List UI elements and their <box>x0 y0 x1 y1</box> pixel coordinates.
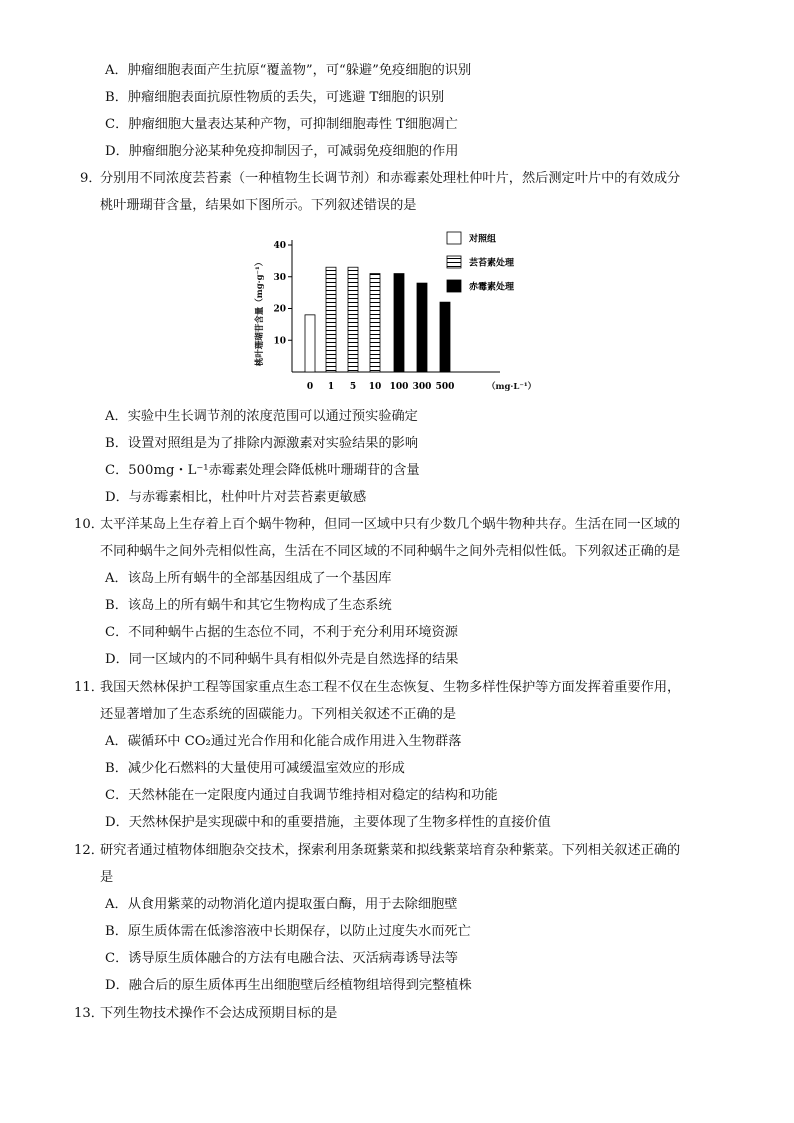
chart-x-tick-label: 1 <box>327 382 335 392</box>
legend-brassinolide-swatch <box>447 256 461 268</box>
q9-stem-line-2: 桃叶珊瑚苷含量，结果如下图所示。下列叙述错误的是 <box>100 198 417 213</box>
q9-number: 9． <box>80 171 102 186</box>
chart-y-ticks <box>273 241 292 346</box>
chart-x-labels <box>307 382 455 392</box>
chart-bar-500 <box>440 302 450 372</box>
q9-option-b: B．设置对照组是为了排除内源激素对实验结果的影响 <box>105 436 419 451</box>
chart-bar-300 <box>417 283 427 372</box>
chart-bar-0 <box>305 315 315 372</box>
q9-option-d: D．与赤霉素相比，杜仲叶片对芸苔素更敏感 <box>105 490 367 505</box>
chart-x-tick-label: 5 <box>349 382 357 392</box>
q8-option-a: A．肿瘤细胞表面产生抗原“覆盖物”，可“躲避”免疫细胞的识别 <box>105 63 472 78</box>
q12-stem-line-1: 研究者通过植物体细胞杂交技术，探索利用条斑紫菜和拟线紫菜培育杂种紫菜。下列相关叙述正确的 <box>100 843 681 858</box>
chart-x-unit-label: （mg·L⁻¹） <box>487 382 537 392</box>
chart-bars <box>305 267 450 372</box>
q8-option-c: C．肿瘤细胞大量表达某种产物，可抑制细胞毒性 T细胞凋亡 <box>105 117 458 132</box>
q8-option-d: D．肿瘤细胞分泌某种免疫抑制因子，可减弱免疫细胞的作用 <box>105 144 459 159</box>
q12-option-b: B．原生质体需在低渗溶液中长期保存，以防止过度失水而死亡 <box>105 924 471 939</box>
chart-x-tick-label: 100 <box>389 382 409 392</box>
q11-number: 11． <box>74 680 104 695</box>
q11-option-b: B．减少化石燃料的大量使用可减缓温室效应的形成 <box>105 761 405 776</box>
q9-option-a: A．实验中生长调节剂的浓度范围可以通过预实验确定 <box>105 409 418 424</box>
chart-y-tick-label: 30 <box>273 272 286 283</box>
q10-option-c: C．不同种蜗牛占据的生态位不同，不利于充分利用环境资源 <box>105 625 458 640</box>
q10-stem-line-2: 不同种蜗牛之间外壳相似性高，生活在不同区域的不同种蜗牛之间外壳相似性低。下列叙述正确的是 <box>100 544 681 559</box>
chart-bar-1 <box>326 267 336 372</box>
chart-legend <box>447 232 515 293</box>
q13-number: 13． <box>74 1006 104 1021</box>
q12-option-c: C．诱导原生质体融合的方法有电融合法、灭活病毒诱导法等 <box>105 951 458 966</box>
q9-stem-line-1: 分别用不同浓度芸苔素（一种植物生长调节剂）和赤霉素处理杜仲叶片，然后测定叶片中的有效成分 <box>100 171 681 186</box>
chart-x-tick-label: 500 <box>435 382 455 392</box>
chart-x-tick-label: 300 <box>412 382 432 392</box>
chart-y-tick-label: 20 <box>273 304 286 315</box>
q10-stem-line-1: 太平洋某岛上生存着上百个蜗牛物种，但同一区域中只有少数几个蜗牛物种共存。生活在同一区域的 <box>100 517 681 532</box>
q10-option-d: D．同一区域内的不同种蜗牛具有相似外壳是自然选择的结果 <box>105 652 459 667</box>
q10-number: 10． <box>74 517 104 532</box>
q12-option-a: A．从食用紫菜的动物消化道内提取蛋白酶，用于去除细胞壁 <box>105 897 458 912</box>
q11-stem-line-2: 还显著增加了生态系统的固碳能力。下列相关叙述不正确的是 <box>100 707 457 722</box>
q11-option-c: C．天然林能在一定限度内通过自我调节维持相对稳定的结构和功能 <box>105 788 498 803</box>
q12-number: 12． <box>74 843 104 858</box>
q11-option-a: A．碳循环中 CO₂通过光合作用和化能合成作用进入生物群落 <box>105 734 462 749</box>
chart-bar-5 <box>348 267 358 372</box>
chart-bar-10 <box>370 274 380 372</box>
legend-control-label: 对照组 <box>469 234 497 245</box>
chart-y-tick-label: 40 <box>273 241 286 251</box>
legend-gibberellin-label: 赤霉素处理 <box>469 282 515 293</box>
q13-stem-line-1: 下列生物技术操作不会达成预期目标的是 <box>100 1006 338 1021</box>
legend-gibberellin-swatch <box>447 280 461 292</box>
legend-control-swatch <box>447 232 461 244</box>
q12-stem-line-2: 是 <box>100 870 114 885</box>
chart-y-tick-label: 10 <box>273 336 286 347</box>
q12-option-d: D．融合后的原生质体再生出细胞壁后经植物组培得到完整植株 <box>105 978 472 993</box>
chart-x-tick-label: 0 <box>306 382 314 392</box>
q10-option-a: A．该岛上所有蜗牛的全部基因组成了一个基因库 <box>105 571 392 586</box>
chart-x-tick-label: 10 <box>368 382 382 392</box>
chart-bar-100 <box>394 274 404 372</box>
q11-option-d: D．天然林保护是实现碳中和的重要措施，主要体现了生物多样性的直接价值 <box>105 815 551 830</box>
q10-option-b: B．该岛上的所有蜗牛和其它生物构成了生态系统 <box>105 598 392 613</box>
chart-y-axis-label: 桃叶珊瑚苷含量（mg·g⁻¹） <box>255 257 265 367</box>
q9-option-c: C．500mg・L⁻¹赤霉素处理会降低桃叶珊瑚苷的含量 <box>105 463 420 478</box>
q9-bar-chart <box>250 222 550 397</box>
q8-option-b: B．肿瘤细胞表面抗原性物质的丢失，可逃避 T细胞的识别 <box>105 90 445 105</box>
legend-brassinolide-label: 芸苔素处理 <box>469 258 515 269</box>
q11-stem-line-1: 我国天然林保护工程等国家重点生态工程不仅在生态恢复、生物多样性保护等方面发挥着重要作用， <box>100 680 681 695</box>
